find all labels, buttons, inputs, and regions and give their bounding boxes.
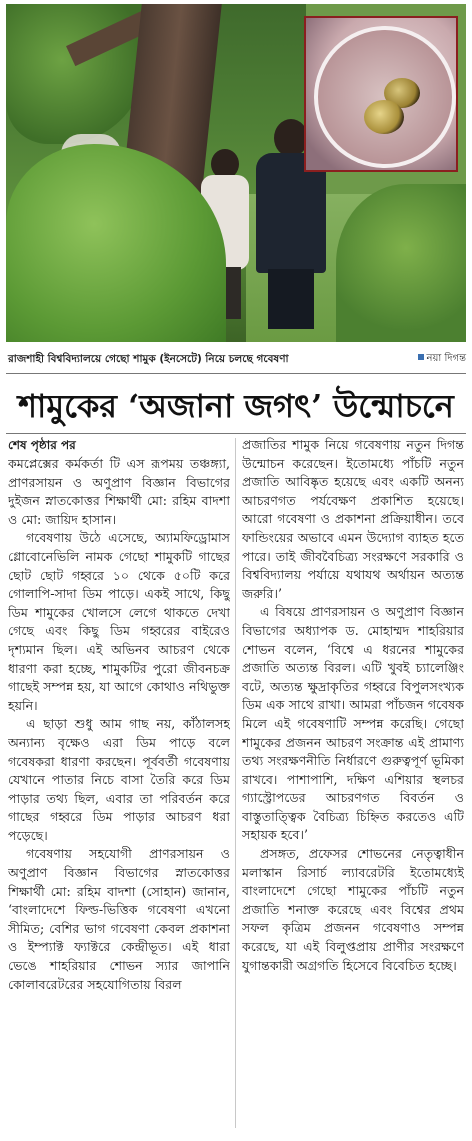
caption-source <box>416 350 467 368</box>
paragraph: এ ছাড়া শুধু আম গাছ নয়, কাঁঠালসহ অন্যান্য বৃক্ষেও এরা ডিম পাড়ে বলে গবেষকরা ধারণা করছেন। পূর্ববর্তী গবেষণায় যেখানে পাতার নিচে বাসা তৈরি করে ডিম পাড়ার তথ্য ছিল, এবার তা পরিবর্তন করে গাছের গহ্বরে ডিম পাড়ার আচরণ ধরা পড়েছে। <box>8 716 230 843</box>
divider <box>6 433 466 434</box>
paragraph: গবেষণায় সহযোগী প্রাণরসায়ন ও অণুপ্রাণ বিজ্ঞান বিভাগের স্নাতকোত্তর শিক্ষার্থী মো: রহিম বাদশা (সোহান) জানান, ‘বাংলাদেশে ফিল্ড-ভিত্তিক গবেষণা এখনো সীমিত; বেশির ভাগ গবেষণা কেবল প্রকাশনা ও ইম্প্যাক্ট ফ্যাক্টরে কেন্দ্রীভূত। এই ধারা ভেঙে শাহরিয়ার শোভন স্যার জাপানি কোলাবরেটরের সহযোগিতায় বিরল <box>8 846 230 992</box>
square-bullet-icon <box>418 354 424 360</box>
caption-source-text: নয়া দিগন্ত <box>426 353 466 364</box>
caption-text: রাজশাহী বিশ্ববিদ্যালয়ে গেছো শামুক (ইনসেটে) নিয়ে চলছে গবেষণা <box>8 353 289 365</box>
snail-image <box>364 100 404 134</box>
continued-from-label: শেষ পৃষ্ঠার পর <box>8 438 76 452</box>
column-divider <box>235 438 236 1128</box>
paragraph: কমপ্লেক্সের কর্মকর্তা টি এস রূপময় তঞ্চঙ্গ্যা, প্রাণরসায়ন ও অণুপ্রাণ বিজ্ঞান বিভাগের দুইজন স্নাতকোত্তর শিক্ষার্থী মো: রহিম বাদশা ও মো: জায়িদ হাসান। <box>8 456 230 527</box>
paragraph: গবেষণায় উঠে এসেছে, অ্যামফিড্রোমাস গ্লোবোনেভিলি নামক গেছো শামুকটি গাছের ছোট ছোট গহ্বরে ১০ থেকে ৫০টি করে গোলাপি-সাদা ডিম পাড়ে। একই সাথে, কিছু ডিম শামুকের খোলসে লেগে থাকতে দেখা গেছে এবং কিছু ডিম গহ্বরের বাইরেও দৃশ্যমান ছিল। এই অভিনব আচরণ থেকে ধারণা করা হচ্ছে, শামুকটির পুরো জীবনচক্র গাছেই সম্পন্ন হয়, যা আগে কোথাও নথিভুক্ত হয়নি। <box>8 530 230 713</box>
news-photo <box>6 4 466 342</box>
photo-caption <box>8 350 466 368</box>
paragraph: প্রজাতির শামুক নিয়ে গবেষণায় নতুন দিগন্ত উন্মোচন করেছেন। ইতোমধ্যে পাঁচটি নতুন প্রজাতি আবিষ্কৃত হয়েছে এবং একটি অনন্য আচরণগত পর্যবেক্ষণ প্রকাশিত হয়েছে। আরো গবেষণা ও প্রকাশনা প্রক্রিয়াধীন। তবে ফান্ডিংয়ের অভাবে এমন উদ্যোগ ব্যাহত হতে পারে। তাই জীববৈচিত্র্য সংরক্ষণে সরকারি ও বিশ্ববিদ্যালয় পর্যায়ে যথাযথ অর্থায়ন অত্যন্ত জরুরি।’ <box>242 437 464 601</box>
paragraph: এ বিষয়ে প্রাণরসায়ন ও অণুপ্রাণ বিজ্ঞান বিভাগের অধ্যাপক ড. মোহাম্মদ শাহরিয়ার শোভন বলেন, ‘বিশ্বে এ ধরনের শামুকের প্রজাতি অত্যন্ত বিরল। এটি খুবই চ্যালেঞ্জিং বটে, অত্যন্ত ক্ষুদ্রাকৃতির গহ্বরে বিপুলসংখ্যক ডিম এক সাথে রাখা। আমরা পাঁচজন গবেষক মিলে এই গবেষণাটি সম্পন্ন করেছি। গেছো শামুকের প্রজনন আচরণ সংক্রান্ত এই প্রামাণ্য তথ্য সংরক্ষণনীতি নির্ধারণে গুরুত্বপূর্ণ ভূমিকা রাখবে। পাশাপাশি, দক্ষিণ এশিয়ার স্থলচর গ্যাস্ট্রোপডের আচরণগত বিবর্তন ও বাস্তুতাত্ত্বিক বৈচিত্র্য চিহ্নিত করতেও এটি সহায়ক হবে।’ <box>242 604 464 843</box>
foliage-right <box>336 184 466 342</box>
article-column-right <box>242 436 464 1136</box>
article-column-left <box>8 436 230 1136</box>
inset-snail-photo <box>304 16 458 172</box>
headline: শামুকের ‘অজানা জগৎ’ উন্মোচনে <box>18 387 454 425</box>
divider <box>6 373 466 374</box>
paragraph: প্রসঙ্গত, প্রফেসর শোভনের নেতৃত্বাধীন মলাস্কান রিসার্চ ল্যাবরেটরি ইতোমধ্যেই বাংলাদেশে গেছো শামুকের পাঁচটি নতুন প্রজাতি শনাক্ত করেছে এবং বিশ্বের প্রথম সফল কৃত্রিম প্রজনন গবেষণাও সম্পন্ন করেছে, যা এই বিলুপ্তপ্রায় প্রাণীর সংরক্ষণে যুগান্তকারী অগ্রগতি হিসেবে বিবেচিত হচ্ছে। <box>242 846 464 973</box>
